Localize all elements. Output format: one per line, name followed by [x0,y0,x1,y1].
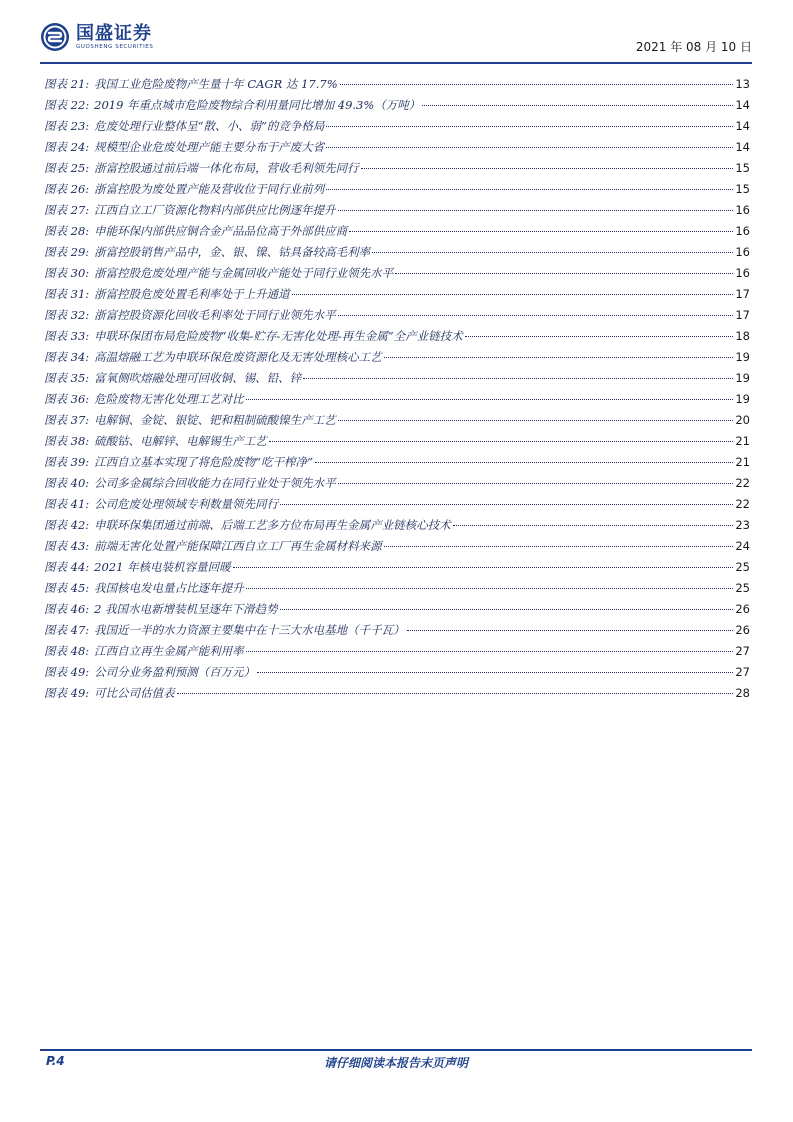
toc-entry[interactable] [44,664,750,685]
toc-entry-label: 图表 46: [44,602,90,616]
toc-entry-page[interactable]: 24 [735,539,750,553]
guosheng-logo-icon [40,22,70,52]
toc-entry[interactable] [44,202,750,223]
toc-entry-label: 图表 25: [44,161,90,175]
toc-entry-title[interactable]: 危险废物无害化处理工艺对比 [94,392,244,406]
toc-entry-title[interactable]: 江西自立基本实现了将危险废物“吃干榨净” [94,455,313,469]
toc-leader-dots [465,336,734,337]
toc-entry-label: 图表 30: [44,266,90,280]
toc-entry-title[interactable]: 江西自立再生金属产能利用率 [94,644,244,658]
toc-entry-title[interactable]: 危废处理行业整体呈“散、小、弱”的竞争格局 [94,119,325,133]
toc-entry[interactable] [44,223,750,244]
toc-entry[interactable] [44,475,750,496]
toc-entry-label: 图表 48: [44,644,90,658]
toc-entry-label: 图表 34: [44,350,90,364]
toc-leader-dots [395,273,733,274]
toc-entry[interactable] [44,118,750,139]
toc-entry-label: 图表 47: [44,623,90,637]
toc-entry-label: 图表 22: [44,98,90,112]
toc-entry[interactable] [44,160,750,181]
toc-entry-title[interactable]: 江西自立工厂资源化物料内部供应比例逐年提升 [94,203,336,217]
toc-entry-page[interactable]: 28 [735,686,750,700]
page-number: P.4 [46,1054,65,1068]
toc-leader-dots [422,105,733,106]
toc-entry[interactable] [44,517,750,538]
toc-entry[interactable] [44,244,750,265]
toc-entry-title[interactable]: 浙富控股资源化回收毛利率处于同行业领先水平 [94,308,336,322]
toc-entry[interactable] [44,139,750,160]
toc-entry-page[interactable]: 15 [735,161,750,175]
toc-entry[interactable] [44,433,750,454]
toc-entry-page[interactable]: 16 [735,266,750,280]
footer-divider [40,1049,752,1051]
toc-leader-dots [269,441,734,442]
toc-entry[interactable] [44,370,750,391]
toc-entry[interactable] [44,538,750,559]
toc-entry-label: 图表 27: [44,203,90,217]
report-date: 2021 年 08 月 10 日 [635,40,752,54]
toc-entry[interactable] [44,265,750,286]
toc-entry[interactable] [44,685,750,706]
toc-entry-label: 图表 23: [44,119,90,133]
toc-entry-page[interactable]: 26 [735,602,750,616]
toc-entry-page[interactable]: 21 [735,434,750,448]
toc-entry[interactable] [44,601,750,622]
toc-leader-dots [326,147,733,148]
toc-entry-label: 图表 26: [44,182,90,196]
toc-entry-label: 图表 35: [44,371,90,385]
toc-entry-label: 图表 24: [44,140,90,154]
toc-leader-dots [315,462,733,463]
toc-entry-page[interactable]: 16 [735,224,750,238]
figure-index-list [44,76,750,706]
brand-name-cn: 国盛证券 [76,22,152,44]
toc-leader-dots [349,231,733,232]
toc-leader-dots [338,420,734,421]
toc-entry-title[interactable]: 高温熔融工艺为申联环保危废资源化及无害处理核心工艺 [94,350,382,364]
toc-entry-title[interactable]: 电解铜、金锭、银锭、钯和粗制硫酸镍生产工艺 [94,413,336,427]
toc-entry-page[interactable]: 27 [735,665,750,679]
brand-logo [40,22,153,52]
toc-leader-dots [338,210,734,211]
toc-leader-dots [361,168,734,169]
toc-entry-title[interactable]: 我国近一半的水力资源主要集中在十三大水电基地（千千瓦） [94,623,405,637]
toc-entry-label: 图表 42: [44,518,90,532]
toc-entry-page[interactable]: 15 [735,182,750,196]
toc-entry-page[interactable]: 13 [735,77,750,91]
toc-entry[interactable] [44,454,750,475]
header-divider [40,62,752,64]
toc-entry-page[interactable]: 17 [735,287,750,301]
toc-leader-dots [384,546,734,547]
toc-entry-page[interactable]: 25 [735,560,750,574]
toc-entry-page[interactable]: 19 [735,371,750,385]
toc-entry-label: 图表 29: [44,245,90,259]
toc-leader-dots [326,189,733,190]
toc-entry-page[interactable]: 14 [735,119,750,133]
toc-entry-label: 图表 31: [44,287,90,301]
brand-name-en: GUOSHENG SECURITIES [76,43,154,50]
toc-entry-page[interactable]: 22 [735,476,750,490]
toc-entry-label: 图表 38: [44,434,90,448]
page-footer [40,1054,752,1072]
toc-entry-title[interactable]: 可比公司估值表 [94,686,175,700]
toc-leader-dots [233,567,734,568]
toc-leader-dots [177,693,734,694]
toc-entry-title[interactable]: 2021 年核电装机容量回暖 [94,560,231,574]
toc-entry-page[interactable]: 21 [735,455,750,469]
toc-leader-dots [246,651,734,652]
toc-entry-label: 图表 41: [44,497,90,511]
toc-entry-label: 图表 37: [44,413,90,427]
toc-entry-page[interactable]: 17 [735,308,750,322]
toc-entry[interactable] [44,559,750,580]
toc-entry[interactable] [44,286,750,307]
toc-leader-dots [340,84,734,85]
toc-entry-title[interactable]: 硫酸钴、电解锌、电解锡生产工艺 [94,434,267,448]
toc-entry-title[interactable]: 浙富控股销售产品中，金、银、镍、钴具备较高毛利率 [94,245,371,259]
toc-entry-title[interactable]: 我国工业危险废物产生量十年 CAGR 达 17.7% [94,77,338,91]
toc-entry-label: 图表 44: [44,560,90,574]
toc-entry-title[interactable]: 申联环保团布局危险废物“收集-贮存-无害化处理-再生金属”全产业链技术 [94,329,463,343]
toc-entry[interactable] [44,643,750,664]
toc-entry-title[interactable]: 浙富控股危废处理产能与金属回收产能处于同行业领先水平 [94,266,394,280]
toc-entry-page[interactable]: 27 [735,644,750,658]
toc-leader-dots [338,483,734,484]
toc-leader-dots [384,357,734,358]
toc-entry-page[interactable]: 19 [735,350,750,364]
toc-entry[interactable] [44,307,750,328]
toc-entry-page[interactable]: 16 [735,245,750,259]
toc-entry-page[interactable]: 26 [735,623,750,637]
toc-entry[interactable] [44,391,750,412]
toc-entry-title[interactable]: 2019 年重点城市危险废物综合利用量同比增加 49.3%（万吨） [94,98,421,112]
toc-leader-dots [303,378,733,379]
toc-entry-page[interactable]: 20 [735,413,750,427]
toc-entry-label: 图表 45: [44,581,90,595]
toc-entry[interactable] [44,76,750,97]
toc-entry-page[interactable]: 16 [735,203,750,217]
toc-entry-label: 图表 39: [44,455,90,469]
toc-entry-title[interactable]: 申能环保内部供应铜合金产品品位高于外部供应商 [94,224,348,238]
toc-entry-label: 图表 32: [44,308,90,322]
toc-leader-dots [407,630,734,631]
toc-entry-page[interactable]: 14 [735,140,750,154]
toc-entry-label: 图表 21: [44,77,90,91]
toc-leader-dots [338,315,734,316]
toc-entry-label: 图表 43: [44,539,90,553]
toc-entry[interactable] [44,622,750,643]
toc-leader-dots [292,294,734,295]
toc-entry[interactable] [44,349,750,370]
toc-entry-title[interactable]: 公司危废处理领域专利数量领先同行 [94,497,279,511]
footer-disclaimer: 请仔细阅读本报告末页声明 [323,1056,468,1070]
toc-entry[interactable] [44,412,750,433]
toc-leader-dots [280,504,733,505]
toc-entry[interactable] [44,496,750,517]
toc-entry-page[interactable]: 22 [735,497,750,511]
toc-entry-label: 图表 40: [44,476,90,490]
toc-entry[interactable] [44,580,750,601]
toc-entry-title[interactable]: 公司分业务盈利预测（百万元） [94,665,256,679]
toc-leader-dots [372,252,733,253]
toc-entry[interactable] [44,328,750,349]
toc-entry-label: 图表 49: [44,686,90,700]
toc-entry-title[interactable]: 浙富控股通过前后端一体化布局，营收毛利领先同行 [94,161,359,175]
toc-entry-title[interactable]: 规模型企业危废处理产能主要分布于产废大省 [94,140,325,154]
toc-entry-title[interactable]: 浙富控股危废处置毛利率处于上升通道 [94,287,290,301]
toc-leader-dots [257,672,733,673]
toc-leader-dots [280,609,734,610]
toc-entry-page[interactable]: 18 [735,329,750,343]
toc-entry-label: 图表 49: [44,665,90,679]
page-header [40,22,752,62]
toc-leader-dots [246,399,734,400]
toc-entry-title[interactable]: 浙富控股为废处置产能及营收位于同行业前列 [94,182,325,196]
toc-entry[interactable] [44,181,750,202]
toc-leader-dots [453,525,734,526]
toc-entry-title[interactable]: 公司多金属综合回收能力在同行业处于领先水平 [94,476,336,490]
toc-entry-label: 图表 28: [44,224,90,238]
toc-entry-page[interactable]: 19 [735,392,750,406]
toc-entry-title[interactable]: 2 我国水电新增装机呈逐年下滑趋势 [94,602,278,616]
toc-entry-page[interactable]: 14 [735,98,750,112]
toc-entry-title[interactable]: 前端无害化处置产能保障江西自立工厂再生金属材料来源 [94,539,382,553]
toc-entry-page[interactable]: 25 [735,581,750,595]
toc-entry-label: 图表 33: [44,329,90,343]
toc-entry-title[interactable]: 申联环保集团通过前端、后端工艺多方位布局再生金属产业链核心技术 [94,518,451,532]
toc-entry-title[interactable]: 富氧侧吹熔融处理可回收铜、锡、铅、锌 [94,371,302,385]
toc-entry-title[interactable]: 我国核电发电量占比逐年提升 [94,581,244,595]
toc-entry-label: 图表 36: [44,392,90,406]
toc-entry[interactable] [44,97,750,118]
toc-entry-page[interactable]: 23 [735,518,750,532]
toc-leader-dots [246,588,734,589]
toc-leader-dots [326,126,733,127]
